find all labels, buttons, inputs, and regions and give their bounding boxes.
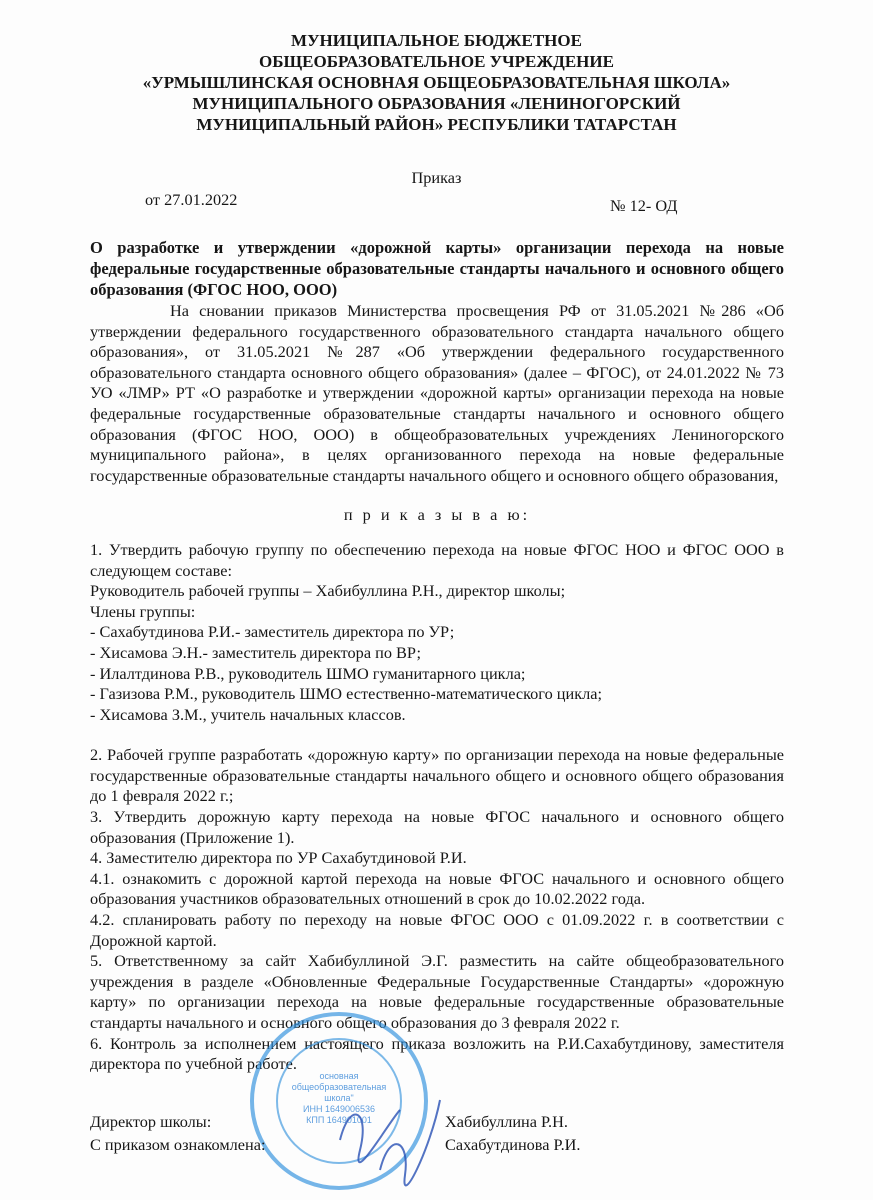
group-line: Руководитель рабочей группы – Хабибуллина Р.Н., директор школы; [90,581,566,601]
acknowledged-name: Сахабутдинова Р.И. [445,1135,581,1154]
order-item: 3. Утвердить дорожную карту перехода на новые ФГОС начального и основного общего образования (Приложение 1). [90,807,784,847]
group-line: - Хисамова Э.Н.- заместитель директора по ВР; [90,642,422,662]
header-line: МУНИЦИПАЛЬНОГО ОБРАЗОВАНИЯ «ЛЕНИНОГОРСКИЙ [192,94,681,113]
order-item: 4. Заместителю директора по УР Сахабутдиновой Р.И. [90,848,467,868]
working-group [90,540,784,725]
group-line: - Сахабутдинова Р.И.- заместитель директора по УР; [90,622,455,642]
group-line: - Газизова Р.М., руководитель ШМО естественно-математического цикла; [90,684,602,704]
order-label: Приказ [411,168,462,187]
director-name: Хабибуллина Р.Н. [445,1112,568,1131]
stamp-text: КПП 164901001 [306,1115,372,1125]
group-line: 1. Утвердить рабочую группу по обеспечению перехода на новые ФГОС НОО и ФГОС ООО в следующем составе: [90,539,784,580]
order-item: 4.1. ознакомить с дорожной картой перехода на новые ФГОС начального и основного общего образования участников образовательных отношений в срок до 10.02.2022 года. [90,868,784,909]
decree-word: п р и к а з ы в а ю: [343,505,531,525]
group-line: - Илалтдинова Р.В., руководитель ШМО гуманитарного цикла; [90,663,526,683]
order-items [90,745,784,1075]
order-title: О разработке и утверждении «дорожной карты» организации перехода на новые федеральные государственные образовательные стандарты начального и основного общего образования (ФГОС НОО, ООО) [90,238,784,299]
stamp-text: школа" [324,1093,354,1103]
organization-header [0,30,873,135]
acknowledged-label: С приказом ознакомлена: [90,1135,266,1154]
stamp-text: общеобразовательная [291,1082,387,1092]
order-body [90,301,784,1075]
header-line: МУНИЦИПАЛЬНЫЙ РАЙОН» РЕСПУБЛИКИ ТАТАРСТАН [196,115,677,134]
order-item: 4.2. спланировать работу по переходу на новые ФГОС ООО с 01.09.2022 г. в соответствии с Дорожной картой. [90,910,784,950]
signature [320,1080,450,1190]
stamp-text: основная [319,1071,359,1081]
order-item: 2. Рабочей группе разработать «дорожную карту» по организации перехода на новые федеральные государственные образовательные стандарты начального общего и основного общего образования до 1 февраля 2022 г.; [90,745,784,806]
header-line: «УРМЫШЛИНСКАЯ ОСНОВНАЯ ОБЩЕОБРАЗОВАТЕЛЬНАЯ ШКОЛА» [142,73,731,92]
group-line: - Хисамова З.М., учитель начальных классов. [90,704,406,724]
preamble: На сновании приказов Министерства просвещения РФ от 31.05.2021 №286 «Об утверждении федерального государственного образовательного стандарта начального общего образования», от 31.05.2021 №287 «Об утверждении федерального государственного образовательного стандарта основного общего образования» (далее – ФГОС), от 24.01.2022 № 73 УО «ЛМР» РТ «О разработке и утверждении «дорожной карты» организации перехода на новые федеральные государственные образовательные стандарты начального и основного общего образования (ФГОС НОО, ООО) в общеобразовательных учреждениях Лениногорского муниципального района», в целях организованного перехода на новые федеральные государственные образовательные стандарты начального общего и основного общего образования, [90,301,784,485]
stamp-text: ИНН 1649006536 [302,1104,376,1114]
header-line: МУНИЦИПАЛЬНОЕ БЮДЖЕТНОЕ [291,31,582,50]
director-label: Директор школы: [90,1112,212,1131]
header-line: ОБЩЕОБРАЗОВАТЕЛЬНОЕ УЧРЕЖДЕНИЕ [259,52,614,71]
order-number: № 12- ОД [610,196,678,215]
order-date: от 27.01.2022 [145,190,238,209]
order-item: 6. Контроль за исполнением настоящего приказа возложить на Р.И.Сахабутдинову, заместителя директора по учебной работе. [90,1033,784,1074]
group-line: Члены группы: [90,601,196,621]
order-item: 5. Ответственному за сайт Хабибуллиной Э.Г. разместить на сайте общеобразовательного учреждения в разделе «Обновленные Федеральные Государственные Стандарты» «дорожную карту» по организации перехода на новые федеральные государственные образовательные стандарты начального и основного общего образования до 3 февраля 2022 г. [90,951,784,1032]
